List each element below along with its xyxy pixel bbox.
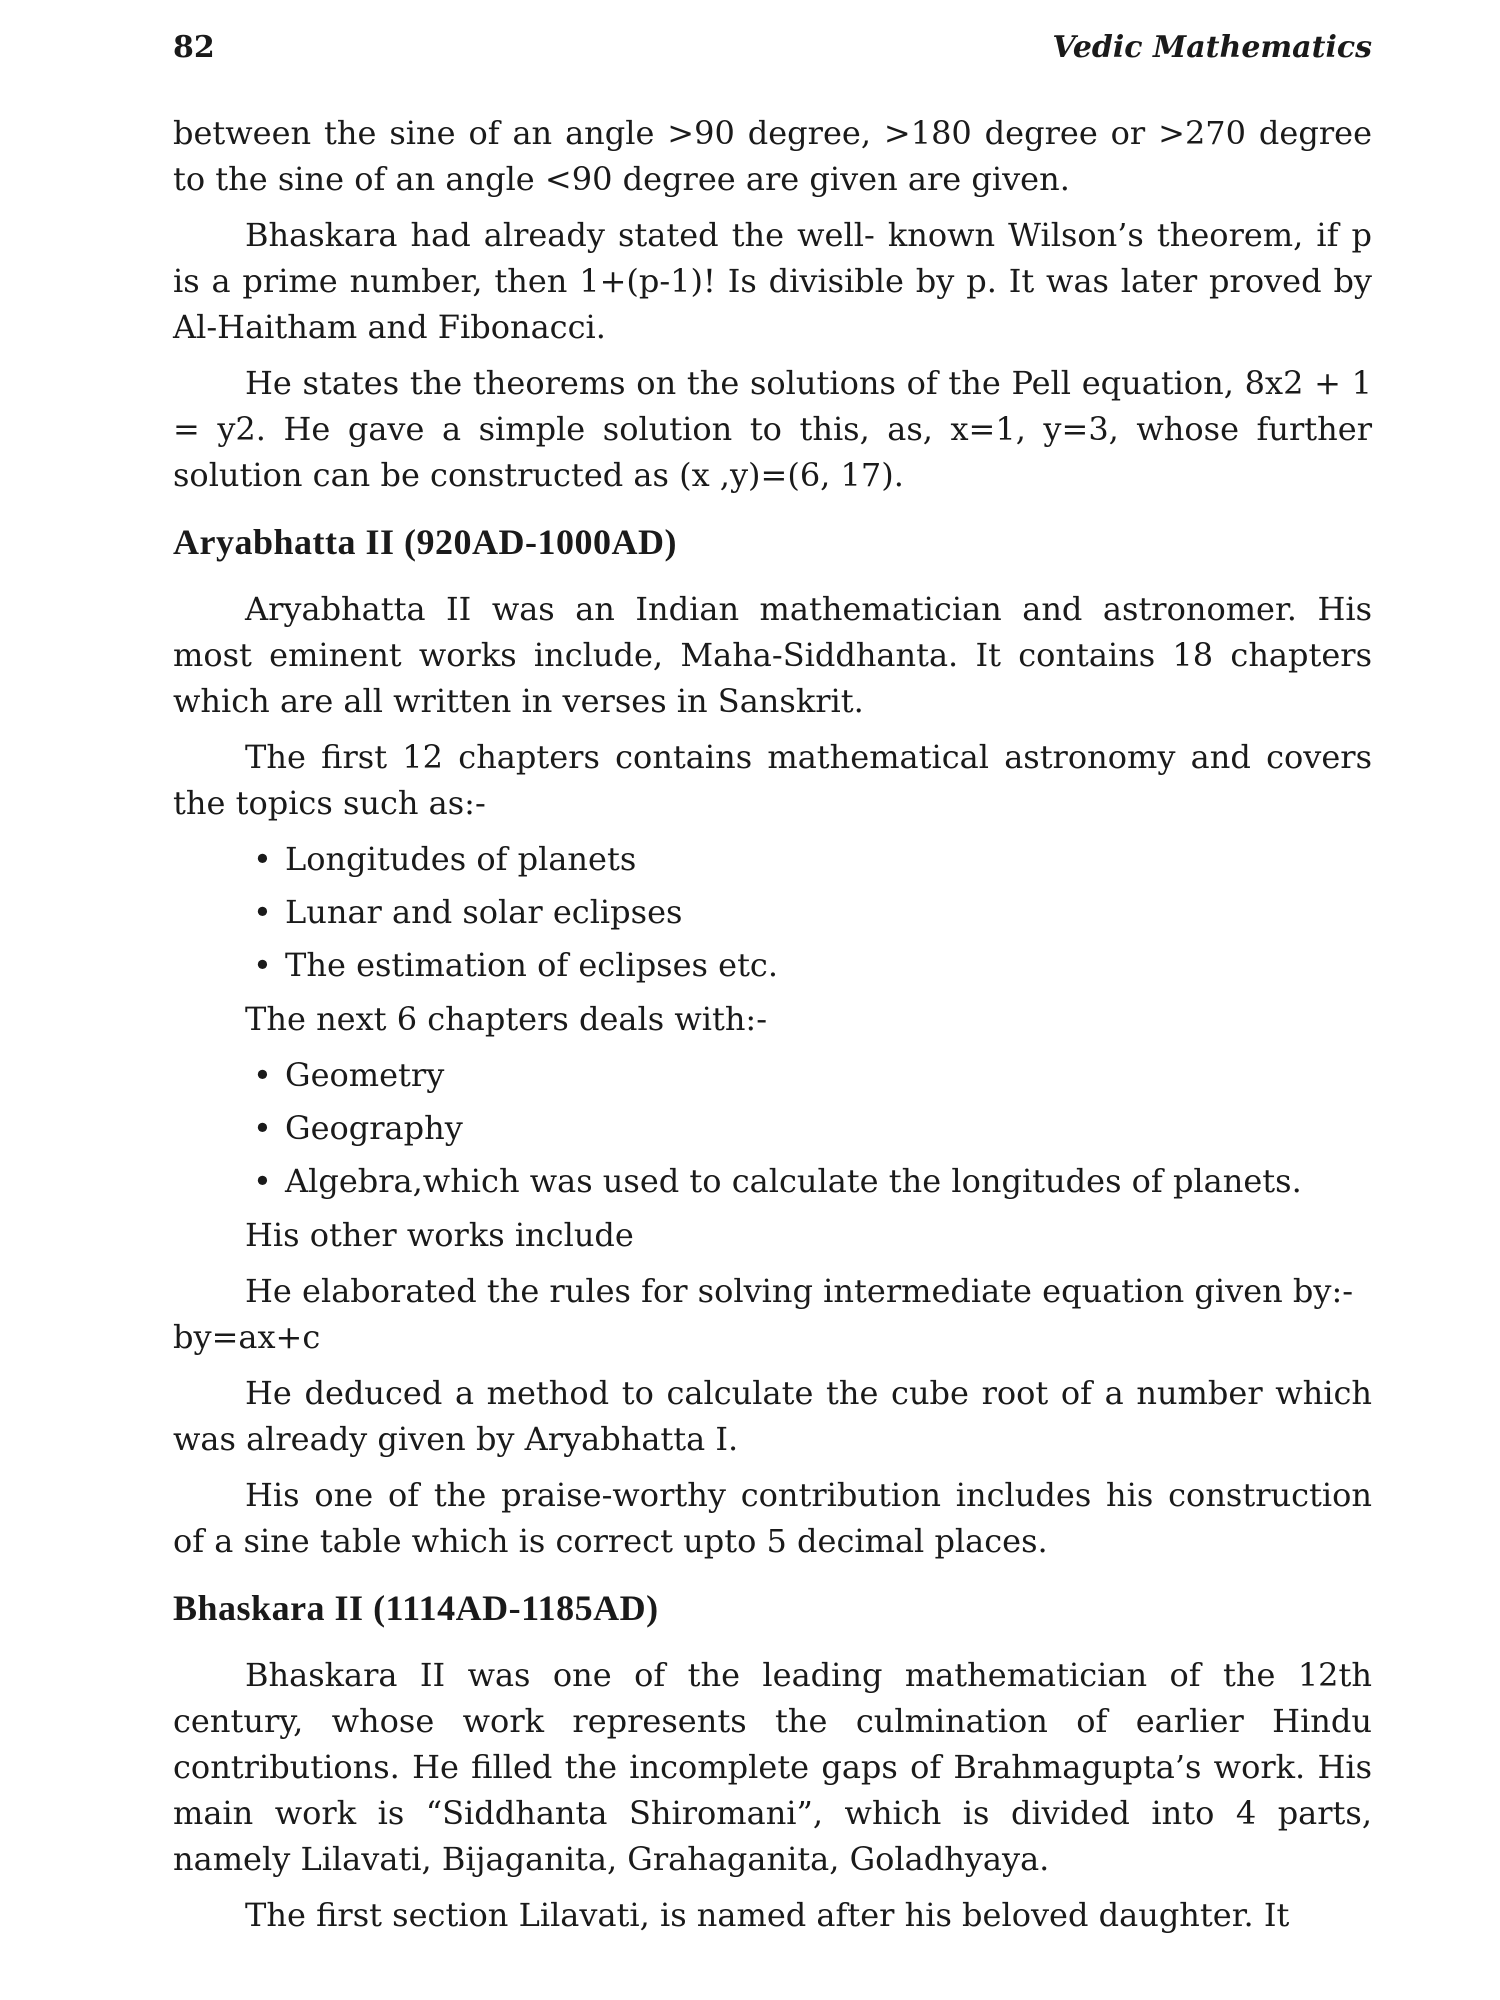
- running-title: Vedic Mathematics: [1052, 30, 1372, 65]
- aryabhatta-paragraph-4: His other works include: [245, 1216, 634, 1254]
- topics-list: [173, 836, 1372, 988]
- intro-paragraph-3: He states the theorems on the solutions of the Pell equation, 8x2 + 1 = y2. He gave a simple solution to this, as, x=1, y=3, whose further solution can be constructed as (x ,y)=(6, 17).: [173, 364, 1372, 494]
- intro-paragraph-1: between the sine of an angle >90 degree, >180 degree or >270 degree to the sine of an angle <90 degree are given are given.: [173, 114, 1372, 198]
- bullet-icon: •: [253, 946, 272, 984]
- bullet-icon: •: [253, 1056, 272, 1094]
- aryabhatta-paragraph-3: The next 6 chapters deals with:-: [245, 1000, 768, 1038]
- list-item: • Longitudes of planets: [173, 836, 1372, 882]
- bullet-icon: •: [253, 1162, 272, 1200]
- list-item: • The estimation of eclipses etc.: [173, 942, 1372, 988]
- bhaskara-paragraph-2: The first section Lilavati, is named after his beloved daughter. It: [245, 1896, 1290, 1934]
- list-item: • Algebra,which was used to calculate the longitudes of planets.: [173, 1158, 1372, 1204]
- page-number: 82: [173, 30, 215, 65]
- aryabhatta-paragraph-6: He deduced a method to calculate the cube root of a number which was already given by Aryabhatta I.: [173, 1374, 1372, 1458]
- bullet-icon: •: [253, 840, 272, 878]
- bullet-icon: •: [253, 1109, 272, 1147]
- bullet-icon: •: [253, 893, 272, 931]
- section-heading-bhaskara: Bhaskara II (1114AD-1185AD): [173, 1588, 659, 1628]
- list-item: • Geometry: [173, 1052, 1372, 1098]
- aryabhatta-paragraph-1: Aryabhatta II was an Indian mathematician and astronomer. His most eminent works include, Maha-Siddhanta. It contains 18 chapters which are all written in verses in Sanskrit.: [173, 590, 1372, 720]
- bhaskara-paragraph-1: Bhaskara II was one of the leading mathematician of the 12th century, whose work represents the culmination of earlier Hindu contributions. He filled the incomplete gaps of Brahmagupta’s work. His main work is “Siddhanta Shiromani”, which is divided into 4 parts, namely Lilavati, Bijaganita, Grahaganita, Goladhyaya.: [173, 1656, 1372, 1878]
- intro-paragraph-2: Bhaskara had already stated the well- known Wilson’s theorem, if p is a prime number, then 1+(p-1)! Is divisible by p. It was later proved by Al-Haitham and Fibonacci.: [173, 216, 1372, 346]
- chapters-list: [173, 1052, 1372, 1204]
- page-body: [173, 110, 1372, 1948]
- aryabhatta-paragraph-5: He elaborated the rules for solving intermediate equation given by:-: [245, 1272, 1354, 1310]
- equation-line: by=ax+c: [173, 1318, 321, 1356]
- list-item: • Geography: [173, 1105, 1372, 1151]
- page-header: [173, 30, 1372, 74]
- aryabhatta-paragraph-7: His one of the praise-worthy contribution includes his construction of a sine table which is correct upto 5 decimal places.: [173, 1476, 1372, 1560]
- section-heading-aryabhatta: Aryabhatta II (920AD-1000AD): [173, 522, 677, 562]
- list-item: • Lunar and solar eclipses: [173, 889, 1372, 935]
- aryabhatta-paragraph-2: The first 12 chapters contains mathematical astronomy and covers the topics such as:-: [173, 738, 1372, 822]
